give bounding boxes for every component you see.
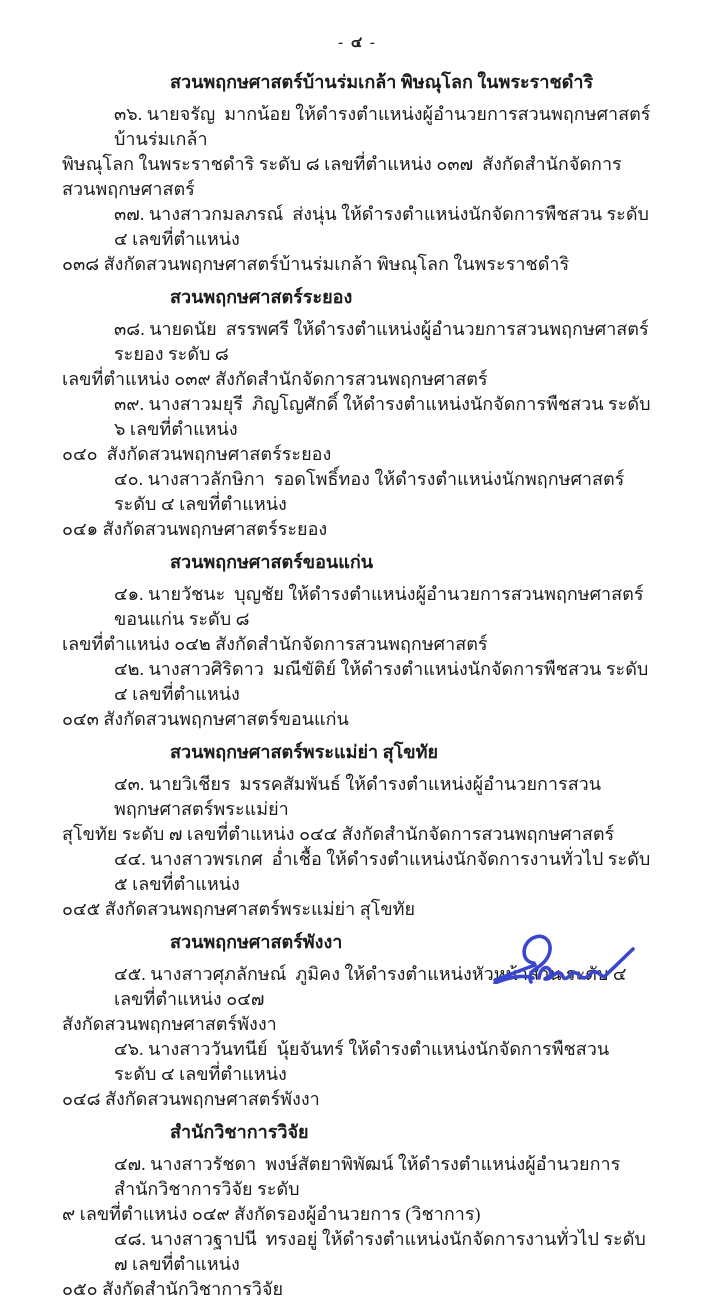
appointment-line: ๓๗. นางสาวกมลภรณ์ ส่งนุ่น ให้ดำรงตำแหน่งนักจัดการพืชสวน ระดับ ๔ เลขที่ตำแหน่ง bbox=[114, 204, 654, 249]
appointment-line: ๐๕๐ สังกัดสำนักวิชาการวิจัย bbox=[62, 1279, 284, 1299]
appointment-line: ๐๔๐ สังกัดสวนพฤกษศาสตร์ระยอง bbox=[62, 444, 332, 464]
appointment-line: ๐๓๘ สังกัดสวนพฤกษศาสตร์บ้านร่มเกล้า พิษณุโลก ในพระราชดำริ bbox=[62, 254, 570, 274]
appointment-line: ๐๔๕ สังกัดสวนพฤกษศาสตร์พระแม่ย่า สุโขทัย bbox=[62, 899, 416, 919]
signature-ink bbox=[493, 922, 638, 984]
appointment-line: ๙ เลขที่ตำแหน่ง ๐๔๙ สังกัดรองผู้อำนวยการ (วิชาการ) bbox=[62, 1204, 481, 1224]
appointment-line: ๔๓. นายวิเชียร มรรคสัมพันธ์ ให้ดำรงตำแหน่งผู้อำนวยการสวนพฤกษศาสตร์พระแม่ย่า bbox=[114, 774, 602, 819]
appointment-line: ๔๒. นางสาวศิริดาว มณีขัติย์ ให้ดำรงตำแหน่งนักจัดการพืชสวน ระดับ ๔ เลขที่ตำแหน่ง bbox=[114, 659, 653, 704]
appointment-line: เลขที่ตำแหน่ง ๐๓๙ สังกัดสำนักจัดการสวนพฤกษศาสตร์ bbox=[62, 369, 488, 389]
appointment-line: ๔๘. นางสาวฐาปนี ทรงอยู่ ให้ดำรงตำแหน่งนักจัดการงานทั่วไป ระดับ ๗ เลขที่ตำแหน่ง bbox=[114, 1229, 651, 1274]
appointment-line: เลขที่ตำแหน่ง ๐๔๒ สังกัดสำนักจัดการสวนพฤกษศาสตร์ bbox=[62, 634, 488, 654]
appointment-line: ๔๗. นางสาวรัชดา พงษ์สัตยาพิพัฒน์ ให้ดำรงตำแหน่งผู้อำนวยการสำนักวิชาการวิจัย ระดับ bbox=[114, 1154, 621, 1199]
appointment-line: ๔๕. นางสาวศุภลักษณ์ ภูมิคง ให้ดำรงตำแหน่งหัวหน้าสวน ระดับ ๔ เลขที่ตำแหน่ง ๐๔๗ bbox=[114, 964, 631, 1009]
appointment-line: ๐๔๘ สังกัดสวนพฤกษศาสตร์พังงา bbox=[62, 1089, 320, 1109]
appointment-line: ๔๐. นางสาวลักษิกา รอดโพธิ์ทอง ให้ดำรงตำแหน่งนักพฤกษศาสตร์ ระดับ ๔ เลขที่ตำแหน่ง bbox=[114, 469, 629, 514]
appointment-line: ๔๔. นางสาวพรเกศ อ่ำเชื้อ ให้ดำรงตำแหน่งนักจัดการงานทั่วไป ระดับ ๕ เลขที่ตำแหน่ง bbox=[114, 849, 655, 894]
section-heading: สำนักวิชาการวิจัย bbox=[170, 1122, 309, 1142]
appointment-line: ๔๑. นายวัชนะ บุญชัย ให้ดำรงตำแหน่งผู้อำนวยการสวนพฤกษศาสตร์ขอนแก่น ระดับ ๘ bbox=[114, 584, 644, 629]
section-heading: สวนพฤกษศาสตร์พระแม่ย่า สุโขทัย bbox=[170, 742, 438, 762]
appointment-line: ๓๖. นายจรัญ มากน้อย ให้ดำรงตำแหน่งผู้อำนวยการสวนพฤกษศาสตร์บ้านร่มเกล้า bbox=[114, 104, 651, 149]
appointment-line: ๐๔๑ สังกัดสวนพฤกษศาสตร์ระยอง bbox=[62, 519, 328, 539]
section-khonkaen bbox=[62, 550, 653, 732]
appointment-line: ๓๙. นางสาวมยุรี ภิญโญศักดิ์ ให้ดำรงตำแหน่งนักจัดการพืชสวน ระดับ ๖ เลขที่ตำแหน่ง bbox=[114, 394, 656, 439]
section-heading: สวนพฤกษศาสตร์ขอนแก่น bbox=[170, 552, 374, 572]
appointment-line: ๓๘. นายดนัย สรรพศรี ให้ดำรงตำแหน่งผู้อำนวยการสวนพฤกษศาสตร์ระยอง ระดับ ๘ bbox=[114, 319, 649, 364]
section-phramaeya-sukhothai bbox=[62, 740, 653, 922]
appointment-line: ๐๔๓ สังกัดสวนพฤกษศาสตร์ขอนแก่น bbox=[62, 709, 349, 729]
section-research-office bbox=[62, 1120, 653, 1302]
appointment-line: สุโขทัย ระดับ ๗ เลขที่ตำแหน่ง ๐๔๔ สังกัดสำนักจัดการสวนพฤกษศาสตร์ bbox=[62, 824, 615, 844]
section-banromklao bbox=[62, 70, 653, 277]
section-heading: สวนพฤกษศาสตร์พังงา bbox=[170, 932, 343, 952]
appointment-line: พิษณุโลก ในพระราชดำริ ระดับ ๘ เลขที่ตำแหน่ง ๐๓๗ สังกัดสำนักจัดการสวนพฤกษศาสตร์ bbox=[62, 154, 622, 199]
page-number: - ๔ - bbox=[338, 35, 377, 51]
appointment-line: ๔๖. นางสาววันทนีย์ นุ้ยจันทร์ ให้ดำรงตำแหน่งนักจัดการพืชสวน ระดับ ๔ เลขที่ตำแหน่ง bbox=[114, 1039, 614, 1084]
section-rayong bbox=[62, 285, 656, 542]
section-heading: สวนพฤกษศาสตร์บ้านร่มเกล้า พิษณุโลก ในพระราชดำริ bbox=[170, 72, 594, 92]
appointment-line: สังกัดสวนพฤกษศาสตร์พังงา bbox=[62, 1014, 277, 1034]
section-heading: สวนพฤกษศาสตร์ระยอง bbox=[170, 287, 353, 307]
